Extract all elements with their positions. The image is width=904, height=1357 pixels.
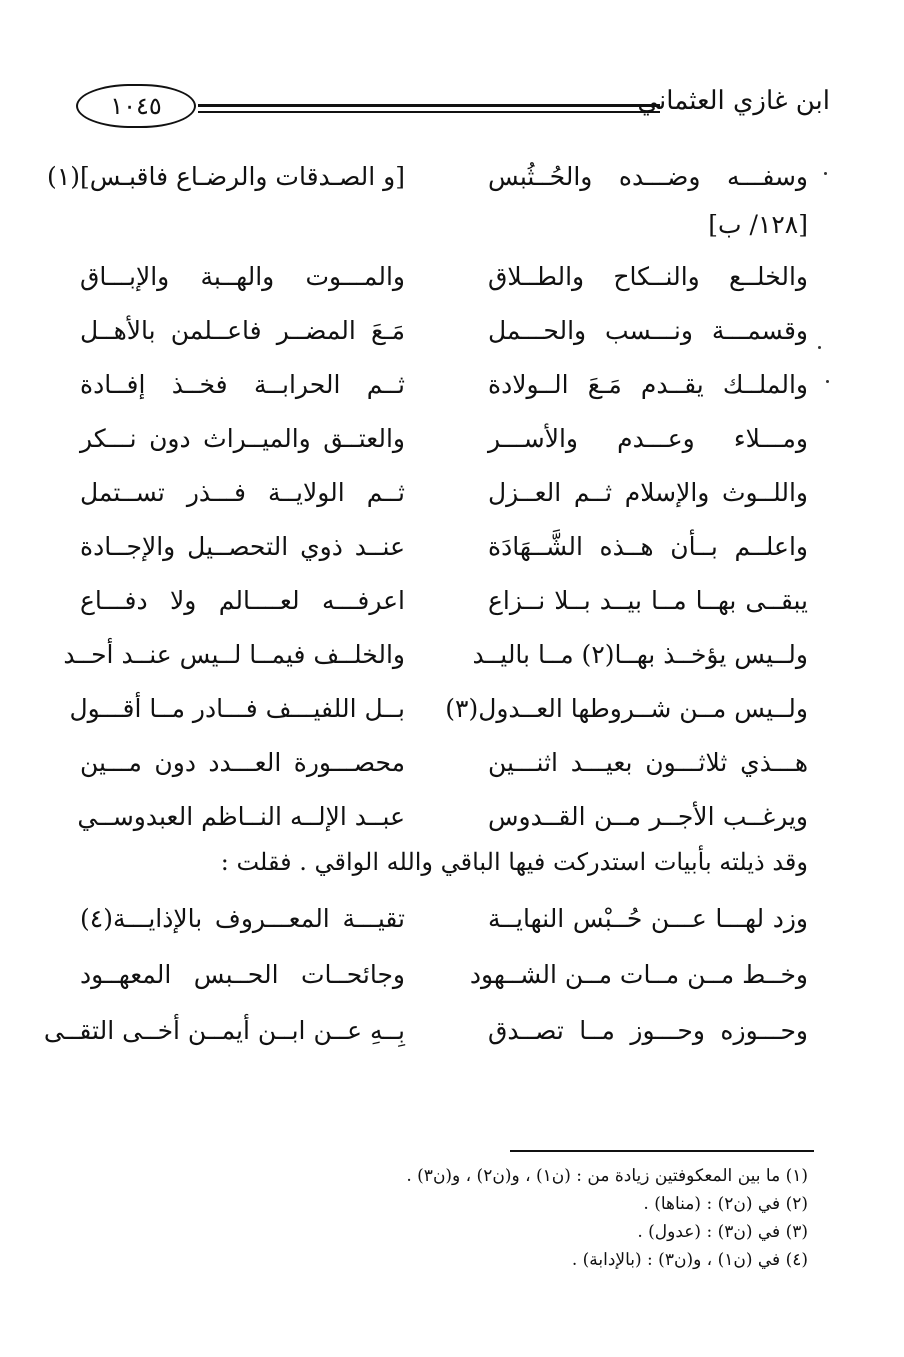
verse-left-hemistich: وجائحــات الحــبس المعهــود — [80, 960, 405, 989]
verse-row — [0, 1016, 904, 1066]
folio-marker: [١٢٨/ ب] — [708, 210, 808, 239]
verse-right-hemistich: والملــك يقــدم مَـعَ الــولادة — [488, 370, 808, 399]
verse-right-hemistich: ولــيس يؤخــذ بهــا(٢) مــا باليــد — [472, 640, 808, 669]
margin-speck — [824, 172, 827, 175]
verse-right-hemistich: واعلــم بــأن هــذه الشَّــهَادَة — [488, 532, 808, 561]
margin-speck — [826, 380, 829, 383]
verse-left-hemistich: بِــهِ عــن ابــن أيمــن أخــى التقــى — [43, 1016, 405, 1045]
footnote-rule — [510, 1150, 814, 1152]
page-header — [70, 82, 830, 132]
prose-line: وقد ذيلته بأبيات استدركت فيها الباقي والله الواقي . فقلت : — [220, 848, 808, 876]
footnote: (١) ما بين المعكوفتين زيادة من : (ن١) ، و(ن٢) ، و(ن٣) . — [406, 1166, 808, 1186]
footnote: (٢) في (ن٢) : (مناها) . — [643, 1194, 808, 1214]
verse-right-hemistich: ولــيس مــن شــروطها العــدول(٣) — [445, 694, 808, 723]
page-number: ١٠٤٥ — [110, 92, 162, 120]
margin-speck — [818, 346, 821, 349]
verse-right-hemistich: وخــط مــن مــات مــن الشــهود — [469, 960, 808, 989]
verse-row — [0, 424, 904, 474]
verse-right-hemistich: ومـــلاء وعـــدم والأســـر — [488, 424, 808, 453]
verse-left-hemistich: مَـعَ المضــر فاعــلمن بالأهــل — [80, 316, 405, 345]
verse-row — [0, 316, 904, 366]
verse-right-hemistich: يبقــى بهــا مــا بيــد بــلا نــزاع — [488, 586, 808, 615]
header-rule-thin — [198, 111, 660, 113]
verse-row — [0, 262, 904, 312]
verse-row — [0, 162, 904, 212]
verse-row — [0, 532, 904, 582]
verse-left-hemistich: بــل اللفيـــف فـــادر مــا أقـــول — [69, 694, 405, 723]
verse-right-hemistich: واللــوث والإسلام ثــم العــزل — [488, 478, 808, 507]
footnote: (٤) في (ن١) ، و(ن٣) : (بالإدابة) . — [571, 1250, 808, 1270]
verse-right-hemistich: ويرغــب الأجــر مــن القــدوس — [488, 802, 808, 831]
verse-row — [0, 960, 904, 1010]
verse-row — [0, 370, 904, 420]
verse-right-hemistich: وحـــوزه وحـــوز مــا تصــدق — [488, 1016, 808, 1045]
verse-left-hemistich: اعرفـــه لعــــالم ولا دفـــاع — [80, 586, 405, 615]
header-rule-thick — [198, 104, 660, 107]
running-title: ابن غازي العثماني — [637, 86, 830, 116]
verse-right-hemistich: هـــذي ثلاثـــون بعيـــد اثنـــين — [488, 748, 808, 777]
verse-left-hemistich: والعتــق والميــراث دون نـــكر — [80, 424, 405, 453]
verse-left-hemistich: محصـــورة العـــدد دون مـــين — [80, 748, 405, 777]
verse-right-hemistich: والخلــع والنــكاح والطــلاق — [488, 262, 808, 291]
verse-left-hemistich: عنــد ذوي التحصــيل والإجــادة — [80, 532, 405, 561]
verse-row — [0, 904, 904, 954]
verse-left-hemistich: والمـــوت والهــبة والإبـــاق — [80, 262, 405, 291]
verse-row — [0, 586, 904, 636]
footnotes — [88, 1162, 808, 1274]
verse-left-hemistich: ثــم الولايــة فـــذر تســتمل — [80, 478, 405, 507]
verse-row — [0, 694, 904, 744]
verse-left-hemistich: تقيـــة المعـــروف بالإذايـــة(٤) — [80, 904, 405, 933]
footnote: (٣) في (ن٣) : (عدول) . — [637, 1222, 808, 1242]
verse-row — [0, 478, 904, 528]
verse-row — [0, 640, 904, 690]
verse-left-hemistich: عبــد الإلــه النــاظم العبدوســي — [77, 802, 405, 831]
verse-right-hemistich: وزد لهـــا عـــن حُــبْس النهايــة — [488, 904, 808, 933]
verse-row — [0, 748, 904, 798]
verse-row — [0, 802, 904, 852]
verse-left-hemistich: [و الصـدقات والرضـاع فاقبـس](١) — [47, 162, 405, 191]
verse-right-hemistich: وسفـــه وضـــده والحُــثُبس — [488, 162, 808, 191]
page-number-badge — [76, 84, 196, 128]
verse-right-hemistich: وقسمـــة ونـــسب والحـــمل — [488, 316, 808, 345]
verse-left-hemistich: ثــم الحرابــة فخــذ إفــادة — [80, 370, 405, 399]
verse-left-hemistich: والخلــف فيمــا لــيس عنــد أحــد — [63, 640, 405, 669]
